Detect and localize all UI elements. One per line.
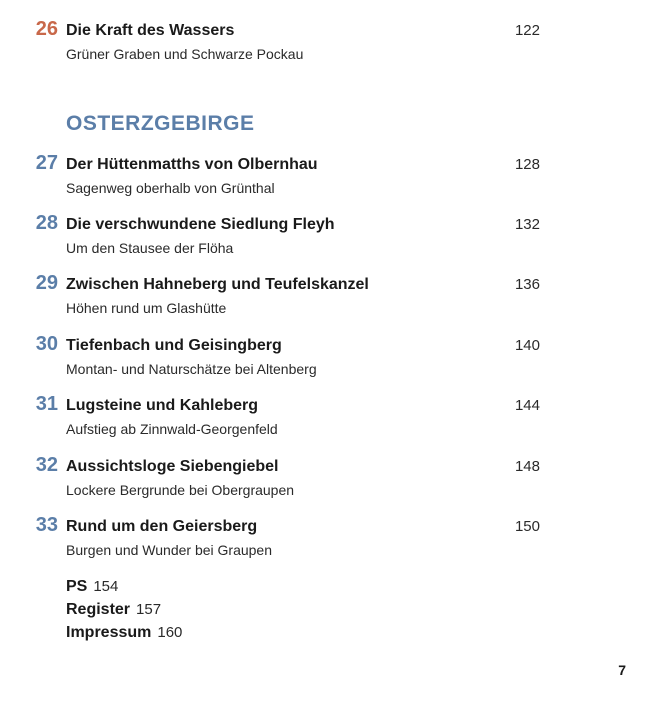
entry-subtitle: Sagenweg oberhalb von Grünthal (66, 180, 275, 196)
entry-number: 31 (35, 393, 58, 415)
entry-page-number: 136 (514, 276, 540, 293)
toc-entry-33[interactable] (0, 514, 646, 564)
entry-page-number: 150 (514, 518, 540, 535)
appendix-page-number: 157 (136, 601, 162, 618)
entry-page-number: 140 (514, 337, 540, 354)
appendix-page-number: 154 (93, 578, 119, 595)
toc-entry-27[interactable] (0, 152, 646, 202)
appendix-label: Register (66, 601, 131, 618)
entry-number: 32 (35, 454, 58, 476)
entry-page-number: 128 (514, 156, 540, 173)
toc-entry-30[interactable] (0, 333, 646, 383)
page-folio: 7 (618, 662, 626, 678)
toc-entry-28[interactable] (0, 212, 646, 262)
entry-title: Die Kraft des Wassers (66, 22, 235, 39)
appendix-page-number: 160 (157, 624, 183, 641)
entry-page-number: 144 (514, 397, 540, 414)
entry-title: Die verschwundene Siedlung Fleyh (66, 216, 335, 233)
entry-subtitle: Aufstieg ab Zinnwald-Georgenfeld (66, 421, 278, 437)
entry-page-number: 122 (514, 22, 540, 39)
appendix-item-ps[interactable] (66, 578, 182, 601)
entry-title: Rund um den Geiersberg (66, 518, 258, 535)
appendix-list (66, 578, 182, 647)
appendix-label: PS (66, 578, 88, 595)
entry-subtitle: Burgen und Wunder bei Graupen (66, 542, 272, 558)
entry-number: 30 (35, 333, 58, 355)
entry-title: Der Hüttenmatths von Olbernhau (66, 156, 318, 173)
toc-entry-32[interactable] (0, 454, 646, 504)
entry-subtitle: Um den Stausee der Flöha (66, 240, 234, 256)
entry-number: 26 (35, 18, 58, 40)
section-heading: OSTERZGEBIRGE (66, 112, 255, 135)
toc-entry-29[interactable] (0, 272, 646, 322)
entry-number: 29 (35, 272, 58, 294)
entry-subtitle: Montan- und Naturschätze bei Altenberg (66, 361, 317, 377)
entry-number: 27 (35, 152, 58, 174)
entry-subtitle: Höhen rund um Glashütte (66, 300, 227, 316)
toc-entry-26[interactable] (0, 18, 646, 68)
entry-title: Aussichtsloge Siebengiebel (66, 458, 279, 475)
entry-page-number: 132 (514, 216, 540, 233)
entry-title: Tiefenbach und Geisingberg (66, 337, 282, 354)
entry-subtitle: Grüner Graben und Schwarze Pockau (66, 46, 304, 62)
appendix-item-register[interactable] (66, 601, 182, 624)
entry-title: Lugsteine und Kahleberg (66, 397, 259, 414)
entry-number: 28 (35, 212, 58, 234)
entry-title: Zwischen Hahneberg und Teufelskanzel (66, 276, 369, 293)
appendix-item-impressum[interactable] (66, 624, 182, 647)
entry-number: 33 (35, 514, 58, 536)
toc-entry-31[interactable] (0, 393, 646, 443)
entry-page-number: 148 (514, 458, 540, 475)
entry-subtitle: Lockere Bergrunde bei Obergraupen (66, 482, 295, 498)
appendix-label: Impressum (66, 624, 152, 641)
